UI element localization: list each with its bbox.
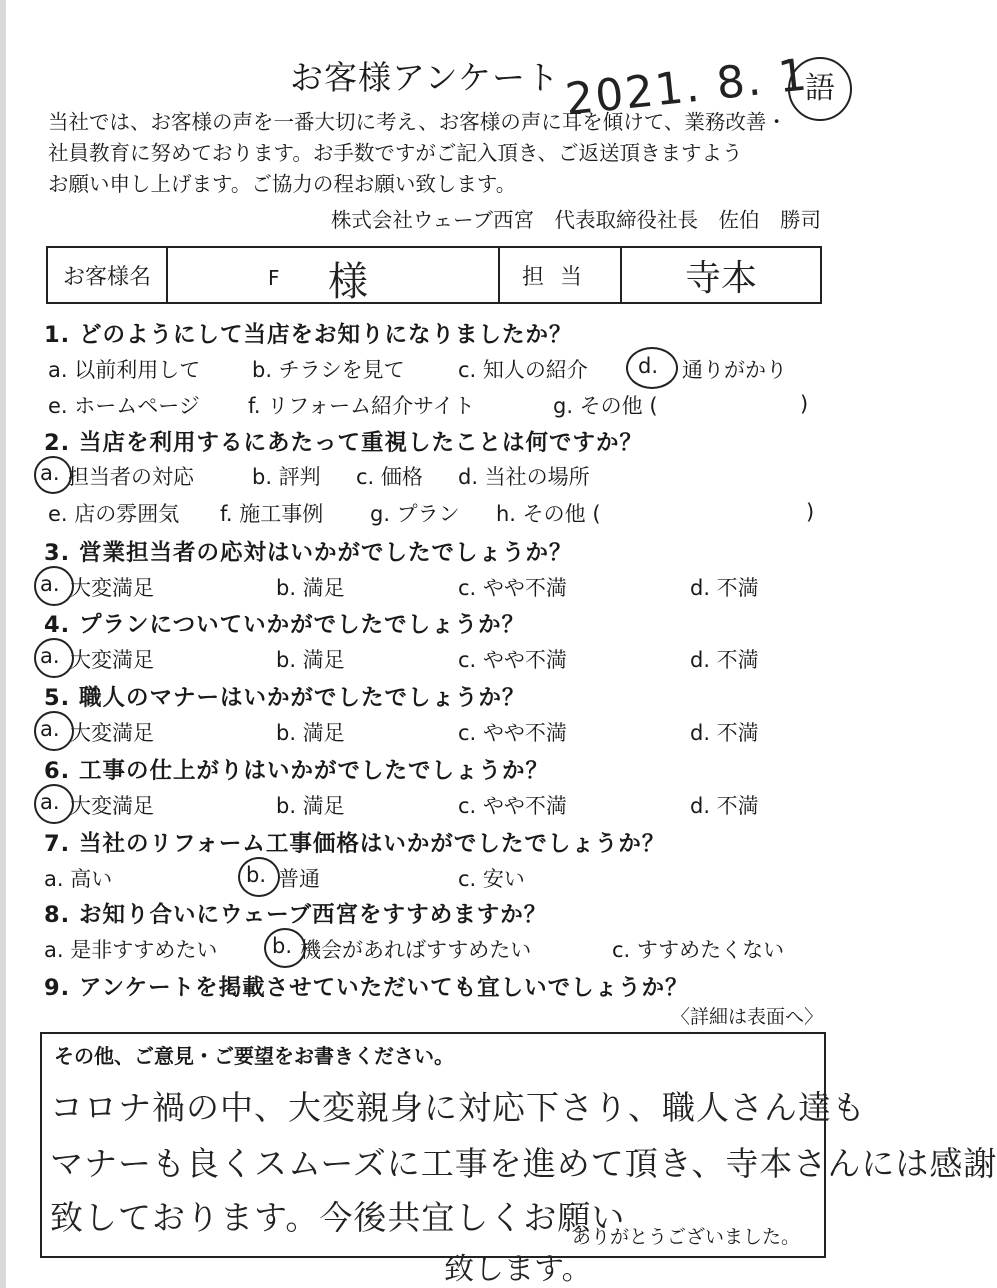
thanks-text: ありがとうございました。 xyxy=(572,1226,801,1248)
q8-option-b-letter: b. xyxy=(272,934,293,958)
q5-option-d: d. 不満 xyxy=(690,721,759,745)
q1-option-c: c. 知人の紹介 xyxy=(458,358,588,382)
handwritten-comment-line: マナーも良くスムーズに工事を進めて頂き、寺本さんには感謝 xyxy=(50,1144,997,1183)
handwritten-comment-line: 致しております。今後共宜しくお願い xyxy=(50,1198,626,1237)
customer-initial: F xyxy=(268,266,280,290)
customer-honorific: 様 xyxy=(328,259,368,305)
question-2: 2. 当店を利用するにあたって重視したことは何ですか？ xyxy=(44,430,644,456)
q6-option-a-letter: a. xyxy=(40,790,60,814)
q4-option-c: c. やや不満 xyxy=(458,648,567,672)
scan-edge xyxy=(0,0,6,1288)
q5-option-b: b. 満足 xyxy=(276,721,345,745)
q8-option-b-text: 機会があればすすめたい xyxy=(300,938,532,962)
seal-stamp: 語 xyxy=(788,57,852,121)
customer-name-field xyxy=(167,247,499,303)
selection-circle xyxy=(34,784,74,824)
intro-line: 社員教育に努めております。お手数ですがご記入頂き、ご返送頂きますよう xyxy=(48,141,743,165)
detail-note: 〈詳細は表面へ〉 xyxy=(670,1006,823,1028)
selection-circle xyxy=(626,347,678,389)
question-3: 3. 営業担当者の応対はいかがでしたでしょうか？ xyxy=(44,540,573,566)
q4-option-a-text: 大変満足 xyxy=(70,648,154,672)
q3-option-a-letter: a. xyxy=(40,572,60,596)
selection-circle xyxy=(34,566,74,606)
staff-field xyxy=(621,247,821,303)
selection-circle xyxy=(238,857,280,897)
q3-option-b: b. 満足 xyxy=(276,576,345,600)
q7-option-c: c. 安い xyxy=(458,867,525,891)
survey-title: お客様アンケート xyxy=(290,58,561,97)
q8-option-a: a. 是非すすめたい xyxy=(44,938,218,962)
company-signature: 株式会社ウェーブ西宮 代表取締役社長 佐伯 勝司 xyxy=(330,208,821,232)
q4-option-d: d. 不満 xyxy=(690,648,759,672)
q3-option-d: d. 不満 xyxy=(690,576,759,600)
q4-option-b: b. 満足 xyxy=(276,648,345,672)
q1-option-a: a. 以前利用して xyxy=(48,358,201,382)
q4-option-a-letter: a. xyxy=(40,644,60,668)
close-paren: ) xyxy=(800,392,809,416)
q6-option-a-text: 大変満足 xyxy=(70,794,154,818)
q2-option-a-letter: a. xyxy=(40,461,60,485)
selection-circle xyxy=(34,638,74,678)
close-paren: ) xyxy=(806,500,815,524)
q1-option-f: f. リフォーム紹介サイト xyxy=(248,394,475,418)
q5-option-a-letter: a. xyxy=(40,717,60,741)
intro-line: 当社では、お客様の声を一番大切に考え、お客様の声に耳を傾けて、業務改善・ xyxy=(48,110,787,134)
staff-name: 寺本 xyxy=(684,257,757,299)
customer-name-label: お客様名 xyxy=(47,247,167,303)
question-4: 4. プランについていかがでしたでしょうか？ xyxy=(44,612,526,638)
selection-circle xyxy=(34,711,74,751)
handwritten-comment-tail: 致します。 xyxy=(444,1252,592,1287)
q2-option-a-text: 担当者の対応 xyxy=(68,465,194,489)
question-9: 9. アンケートを掲載させていただいても宜しいでしょうか？ xyxy=(44,975,689,1001)
q6-option-c: c. やや不満 xyxy=(458,794,567,818)
q6-option-d: d. 不満 xyxy=(690,794,759,818)
handwritten-comment-line: コロナ禍の中、大変親身に対応下さり、職人さん達も xyxy=(50,1088,866,1127)
q2-option-f: f. 施工事例 xyxy=(220,502,324,526)
q1-option-g: g. その他 ( xyxy=(553,394,658,418)
q1-option-d-letter: d. xyxy=(638,354,659,378)
q5-option-c: c. やや不満 xyxy=(458,721,567,745)
staff-label: 担当 xyxy=(499,247,621,303)
q7-option-a: a. 高い xyxy=(44,867,113,891)
q5-option-a-text: 大変満足 xyxy=(70,721,154,745)
q6-option-b: b. 満足 xyxy=(276,794,345,818)
q2-option-d: d. 当社の場所 xyxy=(458,465,590,489)
intro-line: お願い申し上げます。ご協力の程お願い致します。 xyxy=(48,172,517,196)
q2-option-c: c. 価格 xyxy=(356,465,423,489)
comment-box-title: その他、ご意見・ご要望をお書きください。 xyxy=(54,1044,454,1068)
question-1: 1. どのようにして当店をお知りになりましたか？ xyxy=(44,322,573,348)
q7-option-b-text: 普通 xyxy=(278,867,320,891)
q2-option-b: b. 評判 xyxy=(252,465,321,489)
question-7: 7. 当社のリフォーム工事価格はいかがでしたでしょうか？ xyxy=(44,831,666,857)
q1-option-d-text: 通りがかり xyxy=(682,358,787,382)
q7-option-b-letter: b. xyxy=(246,863,267,887)
intro-text xyxy=(48,107,838,200)
selection-circle xyxy=(34,456,72,494)
question-8: 8. お知り合いにウェーブ西宮をすすめますか？ xyxy=(44,902,548,928)
question-6: 6. 工事の仕上がりはいかがでしたでしょうか？ xyxy=(44,758,550,784)
question-5: 5. 職人のマナーはいかがでしたでしょうか？ xyxy=(44,685,526,711)
q3-option-c: c. やや不満 xyxy=(458,576,567,600)
handwritten-date: 2021. 8. 1 xyxy=(563,49,811,126)
q2-option-g: g. プラン xyxy=(370,502,460,526)
q1-option-e: e. ホームページ xyxy=(48,394,200,418)
q1-option-b: b. チラシを見て xyxy=(252,358,405,382)
q2-option-h: h. その他 ( xyxy=(496,502,601,526)
customer-table xyxy=(46,246,822,304)
q3-option-a-text: 大変満足 xyxy=(70,576,154,600)
q2-option-e: e. 店の雰囲気 xyxy=(48,502,180,526)
q8-option-c: c. すすめたくない xyxy=(612,938,785,962)
